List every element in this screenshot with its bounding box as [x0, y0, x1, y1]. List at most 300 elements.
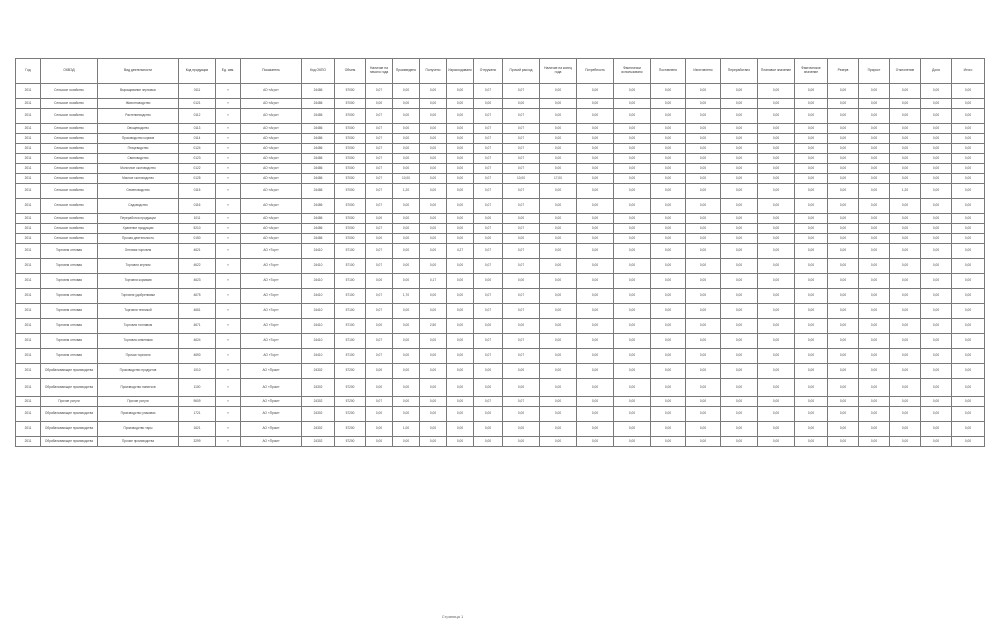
- table-cell: 57100: [335, 274, 366, 289]
- table-cell: 0,00: [795, 259, 828, 274]
- table-row: [16, 214, 985, 224]
- table-cell: 0,00: [859, 364, 890, 379]
- table-cell: 0,00: [577, 214, 614, 224]
- table-cell: 0,00: [795, 397, 828, 407]
- table-cell: 0,00: [651, 349, 686, 364]
- page-footer: Страница 1: [441, 614, 464, 619]
- table-cell: т: [216, 124, 241, 134]
- table-cell: 0,00: [614, 184, 651, 199]
- table-cell: Сельское хозяйство: [41, 124, 98, 134]
- table-cell: 0,00: [686, 407, 721, 422]
- table-cell: т: [216, 234, 241, 244]
- column-header: Потребность: [577, 59, 614, 84]
- table-cell: 0,00: [651, 379, 686, 397]
- table-cell: Торговля удобрениями: [98, 289, 179, 304]
- table-cell: 0,00: [651, 244, 686, 259]
- table-cell: 0,00: [540, 364, 577, 379]
- table-cell: 0,00: [651, 199, 686, 214]
- table-cell: 0,00: [474, 437, 503, 447]
- table-cell: 0,00: [795, 334, 828, 349]
- column-header: Фактическое значение: [795, 59, 828, 84]
- table-cell: 0,07: [474, 289, 503, 304]
- table-cell: т: [216, 407, 241, 422]
- table-cell: 2011: [16, 259, 41, 274]
- table-cell: 0,00: [859, 234, 890, 244]
- table-cell: 0,07: [474, 84, 503, 99]
- table-cell: 0,00: [758, 379, 795, 397]
- table-cell: 2011: [16, 224, 41, 234]
- table-cell: 0,00: [758, 437, 795, 447]
- table-cell: 0,07: [503, 84, 540, 99]
- table-cell: 0,00: [686, 99, 721, 109]
- table-cell: 0,07: [474, 164, 503, 174]
- table-cell: 0,07: [366, 199, 393, 214]
- table-cell: 0,00: [503, 319, 540, 334]
- table-cell: 0,00: [614, 349, 651, 364]
- table-cell: 0,00: [614, 84, 651, 99]
- table-cell: 0,00: [721, 437, 758, 447]
- table-cell: 0,00: [758, 244, 795, 259]
- table-cell: Сельское хозяйство: [41, 144, 98, 154]
- table-cell: 0,00: [721, 319, 758, 334]
- table-cell: 57200: [335, 364, 366, 379]
- table-cell: 2011: [16, 199, 41, 214]
- table-cell: 1,70: [393, 289, 420, 304]
- table-cell: 0,00: [828, 349, 859, 364]
- table-cell: 0,00: [540, 244, 577, 259]
- table-cell: 0,00: [420, 397, 447, 407]
- table-cell: т: [216, 349, 241, 364]
- table-cell: 0,00: [952, 174, 985, 184]
- table-cell: 24486: [302, 214, 335, 224]
- table-cell: 0,00: [614, 124, 651, 134]
- table-cell: 0,00: [651, 134, 686, 144]
- table-cell: 24410: [302, 319, 335, 334]
- table-cell: 0,07: [503, 164, 540, 174]
- table-cell: 0,00: [952, 364, 985, 379]
- table-cell: 0,00: [447, 259, 474, 274]
- table-cell: 0,00: [540, 397, 577, 407]
- table-cell: 0,00: [366, 407, 393, 422]
- table-cell: 0,00: [758, 422, 795, 437]
- table-cell: 0,00: [447, 289, 474, 304]
- table-cell: Торговля оптовая: [41, 259, 98, 274]
- table-cell: 0,00: [393, 144, 420, 154]
- table-cell: 0,00: [758, 144, 795, 154]
- table-cell: 2011: [16, 349, 41, 364]
- table-cell: 0,00: [952, 134, 985, 144]
- table-cell: Прочая торговля: [98, 349, 179, 364]
- table-cell: Торговля зерном: [98, 259, 179, 274]
- table-cell: 0,00: [474, 407, 503, 422]
- table-cell: 0,00: [686, 319, 721, 334]
- table-cell: 0,00: [393, 234, 420, 244]
- table-cell: 0,00: [614, 244, 651, 259]
- table-cell: 0,00: [921, 224, 952, 234]
- table-cell: 0,00: [859, 274, 890, 289]
- table-cell: 0,00: [614, 234, 651, 244]
- table-cell: 0,00: [393, 304, 420, 319]
- table-cell: 0,00: [795, 184, 828, 199]
- column-header: Код ОКПО: [302, 59, 335, 84]
- table-cell: 0,00: [828, 164, 859, 174]
- table-cell: 2011: [16, 397, 41, 407]
- table-cell: 0,00: [795, 407, 828, 422]
- table-cell: АО «Агро»: [241, 124, 302, 134]
- table-cell: Торговля оптовая: [41, 274, 98, 289]
- table-row: [16, 234, 985, 244]
- table-cell: 0,00: [828, 304, 859, 319]
- table-cell: АО «Агро»: [241, 84, 302, 99]
- table-cell: 4622: [179, 259, 216, 274]
- table-cell: 0,00: [420, 437, 447, 447]
- table-row: [16, 379, 985, 397]
- table-cell: 57000: [335, 99, 366, 109]
- table-cell: 0,00: [651, 397, 686, 407]
- table-cell: 0,00: [447, 234, 474, 244]
- table-cell: 0122: [179, 164, 216, 174]
- table-cell: 0,00: [921, 109, 952, 124]
- table-cell: 0,00: [828, 154, 859, 164]
- table-cell: 57100: [335, 319, 366, 334]
- table-cell: 0,00: [447, 99, 474, 109]
- table-cell: 2011: [16, 319, 41, 334]
- table-cell: АО «Торг»: [241, 334, 302, 349]
- table-cell: 0,00: [721, 289, 758, 304]
- table-cell: 0,00: [577, 364, 614, 379]
- table-cell: Производство упаковки: [98, 407, 179, 422]
- table-cell: 0,00: [952, 304, 985, 319]
- table-cell: 0,00: [758, 334, 795, 349]
- table-cell: Выращивание зерновых: [98, 84, 179, 99]
- table-cell: 0,00: [577, 84, 614, 99]
- table-cell: т: [216, 379, 241, 397]
- table-cell: 0,00: [758, 289, 795, 304]
- table-row: [16, 174, 985, 184]
- table-cell: 0,00: [721, 397, 758, 407]
- table-cell: 2011: [16, 422, 41, 437]
- table-cell: 0,00: [540, 304, 577, 319]
- table-cell: Производство кормов: [98, 134, 179, 144]
- table-cell: Обрабатывающие производства: [41, 379, 98, 397]
- table-cell: 0,00: [952, 289, 985, 304]
- table-cell: 0,00: [758, 364, 795, 379]
- table-cell: 0,00: [721, 84, 758, 99]
- table-cell: 0,00: [393, 134, 420, 144]
- table-cell: 0,00: [890, 144, 921, 154]
- table-cell: 0,00: [828, 144, 859, 154]
- table-cell: 0,00: [859, 124, 890, 134]
- table-cell: 0,00: [828, 379, 859, 397]
- table-cell: 0,00: [795, 244, 828, 259]
- table-cell: 57100: [335, 349, 366, 364]
- table-cell: АО «Пром»: [241, 407, 302, 422]
- table-cell: 57200: [335, 379, 366, 397]
- table-cell: 0,00: [721, 109, 758, 124]
- table-cell: 0,07: [474, 184, 503, 199]
- table-cell: 57000: [335, 224, 366, 234]
- table-cell: 0,00: [651, 124, 686, 134]
- table-cell: 0,00: [577, 134, 614, 144]
- table-cell: 0,00: [859, 84, 890, 99]
- table-row: [16, 274, 985, 289]
- table-cell: 0,00: [952, 154, 985, 164]
- table-cell: 0,07: [503, 259, 540, 274]
- table-cell: 2011: [16, 364, 41, 379]
- table-cell: 0,00: [651, 407, 686, 422]
- table-cell: 0,07: [366, 84, 393, 99]
- column-header: Поставлено: [651, 59, 686, 84]
- table-cell: 0,07: [366, 397, 393, 407]
- table-cell: 4623: [179, 274, 216, 289]
- table-cell: 0,00: [447, 199, 474, 214]
- column-header: Прочий расход: [503, 59, 540, 84]
- table-cell: 0,00: [420, 184, 447, 199]
- table-cell: 4624: [179, 334, 216, 349]
- table-cell: 5210: [179, 224, 216, 234]
- table-cell: 0,00: [540, 84, 577, 99]
- table-cell: 0,00: [890, 407, 921, 422]
- table-cell: 0,00: [420, 214, 447, 224]
- table-cell: 2011: [16, 174, 41, 184]
- table-cell: 0,00: [420, 259, 447, 274]
- column-header: ОКВЭД: [41, 59, 98, 84]
- table-cell: 24486: [302, 164, 335, 174]
- table-body: [16, 84, 985, 447]
- table-cell: АО «Агро»: [241, 224, 302, 234]
- table-cell: 0,00: [952, 234, 985, 244]
- table-cell: 0116: [179, 199, 216, 214]
- table-cell: 0,00: [890, 289, 921, 304]
- table-cell: 0,07: [366, 334, 393, 349]
- table-cell: 0,00: [828, 199, 859, 214]
- table-cell: АО «Торг»: [241, 244, 302, 259]
- table-cell: Птицеводство: [98, 144, 179, 154]
- column-header: Изготовлено: [686, 59, 721, 84]
- table-cell: Сельское хозяйство: [41, 154, 98, 164]
- table-cell: 1011: [179, 214, 216, 224]
- table-cell: 0,00: [795, 379, 828, 397]
- table-cell: 0,07: [366, 124, 393, 134]
- table-cell: 0,00: [795, 422, 828, 437]
- table-cell: 0,00: [577, 184, 614, 199]
- table-cell: 0,07: [474, 259, 503, 274]
- table-cell: 24410: [302, 259, 335, 274]
- table-cell: Семеноводство: [98, 184, 179, 199]
- table-cell: 0,00: [828, 99, 859, 109]
- table-cell: Торговля оптовая: [41, 334, 98, 349]
- table-cell: 0,07: [474, 199, 503, 214]
- table-cell: 0,00: [393, 109, 420, 124]
- table-cell: 0,00: [859, 397, 890, 407]
- table-cell: 0,00: [614, 164, 651, 174]
- table-cell: 0,00: [577, 422, 614, 437]
- table-cell: 0,00: [859, 289, 890, 304]
- table-cell: 0,07: [503, 184, 540, 199]
- table-cell: АО «Агро»: [241, 109, 302, 124]
- table-cell: 0,00: [828, 184, 859, 199]
- table-cell: 0,00: [420, 422, 447, 437]
- table-cell: 0,07: [503, 124, 540, 134]
- table-cell: 0,00: [721, 154, 758, 164]
- table-cell: 0,00: [758, 124, 795, 134]
- table-cell: 0,00: [420, 174, 447, 184]
- table-cell: Сельское хозяйство: [41, 134, 98, 144]
- table-cell: 0,00: [614, 109, 651, 124]
- table-cell: 0125: [179, 174, 216, 184]
- table-cell: 0,07: [503, 334, 540, 349]
- table-cell: АО «Агро»: [241, 144, 302, 154]
- table-cell: 0,00: [890, 134, 921, 144]
- table-cell: 57000: [335, 109, 366, 124]
- table-cell: 0,00: [474, 319, 503, 334]
- table-cell: 0,00: [890, 164, 921, 174]
- table-cell: 0,00: [795, 289, 828, 304]
- table-cell: 0,00: [447, 84, 474, 99]
- table-cell: 0,00: [577, 144, 614, 154]
- table-cell: Мясное скотоводство: [98, 174, 179, 184]
- table-cell: 0,00: [686, 437, 721, 447]
- column-header: Переработано: [721, 59, 758, 84]
- table-cell: 57000: [335, 84, 366, 99]
- table-cell: 0115: [179, 184, 216, 199]
- table-cell: 0,00: [952, 349, 985, 364]
- table-cell: 0,00: [393, 244, 420, 259]
- table-cell: 0,00: [890, 379, 921, 397]
- table-cell: 0,07: [474, 124, 503, 134]
- table-cell: 0,07: [474, 349, 503, 364]
- table-cell: 0,00: [447, 397, 474, 407]
- table-cell: 0,00: [828, 397, 859, 407]
- table-cell: 0,00: [828, 214, 859, 224]
- table-row: [16, 397, 985, 407]
- table-cell: 24410: [302, 244, 335, 259]
- table-cell: 0,00: [758, 99, 795, 109]
- table-cell: 0,00: [503, 437, 540, 447]
- table-cell: 0,00: [795, 174, 828, 184]
- table-cell: 0,00: [577, 334, 614, 349]
- table-cell: 0,00: [795, 319, 828, 334]
- table-cell: 0,00: [921, 319, 952, 334]
- table-cell: АО «Пром»: [241, 364, 302, 379]
- table-cell: 0,00: [540, 144, 577, 154]
- table-cell: 2011: [16, 214, 41, 224]
- table-cell: 0,00: [795, 199, 828, 214]
- table-cell: 0,00: [447, 109, 474, 124]
- table-cell: 0,00: [921, 437, 952, 447]
- table-cell: 0,00: [721, 174, 758, 184]
- table-cell: 0,00: [614, 364, 651, 379]
- table-cell: 0,00: [447, 437, 474, 447]
- table-cell: Сельское хозяйство: [41, 84, 98, 99]
- table-cell: 24302: [302, 437, 335, 447]
- table-cell: 0,00: [614, 407, 651, 422]
- table-cell: 0,00: [577, 99, 614, 109]
- table-cell: Сельское хозяйство: [41, 184, 98, 199]
- table-cell: 0112: [179, 109, 216, 124]
- table-cell: 0,00: [758, 407, 795, 422]
- table-cell: 0,00: [614, 274, 651, 289]
- table-cell: 0,00: [420, 99, 447, 109]
- table-cell: 0,00: [577, 164, 614, 174]
- table-cell: Сельское хозяйство: [41, 234, 98, 244]
- table-cell: 24486: [302, 234, 335, 244]
- table-cell: 0,07: [474, 144, 503, 154]
- table-cell: 0,00: [890, 154, 921, 164]
- table-cell: 0,00: [540, 274, 577, 289]
- table-cell: 0,00: [921, 379, 952, 397]
- table-cell: 0,00: [614, 199, 651, 214]
- table-cell: 0,00: [890, 174, 921, 184]
- table-cell: 0,00: [758, 154, 795, 164]
- table-cell: 0,00: [686, 244, 721, 259]
- table-row: [16, 109, 985, 124]
- table-cell: 0,00: [651, 334, 686, 349]
- table-cell: 0,00: [795, 144, 828, 154]
- table-cell: 0,00: [366, 364, 393, 379]
- table-cell: 0,00: [828, 364, 859, 379]
- table-cell: 0,07: [503, 349, 540, 364]
- table-cell: 0,00: [447, 319, 474, 334]
- column-header: Отгружено: [474, 59, 503, 84]
- table-cell: 0,00: [890, 224, 921, 234]
- column-header: Наличие на начало года: [366, 59, 393, 84]
- table-cell: 0,00: [859, 109, 890, 124]
- table-cell: 0,00: [795, 124, 828, 134]
- table-cell: 0,00: [952, 407, 985, 422]
- table-cell: Торговля семенами: [98, 334, 179, 349]
- table-cell: т: [216, 397, 241, 407]
- table-cell: 0,00: [721, 224, 758, 234]
- table-cell: 0,00: [859, 224, 890, 234]
- table-cell: 57000: [335, 154, 366, 164]
- table-cell: 2011: [16, 154, 41, 164]
- table-cell: 0,07: [366, 304, 393, 319]
- table-row: [16, 154, 985, 164]
- table-cell: 0,07: [503, 199, 540, 214]
- table-cell: 0,00: [447, 407, 474, 422]
- table-cell: 0,00: [890, 397, 921, 407]
- table-cell: 2011: [16, 164, 41, 174]
- table-cell: 0,00: [651, 84, 686, 99]
- table-cell: Прочие услуги: [41, 397, 98, 407]
- table-cell: 0,00: [795, 349, 828, 364]
- table-row: [16, 224, 985, 234]
- table-cell: 0,00: [474, 99, 503, 109]
- table-cell: 0,00: [366, 379, 393, 397]
- table-cell: 0,00: [758, 397, 795, 407]
- table-cell: 0,00: [577, 224, 614, 234]
- table-cell: 0,07: [503, 134, 540, 144]
- table-cell: 0,00: [890, 109, 921, 124]
- table-cell: Производство напитков: [98, 379, 179, 397]
- table-cell: 0,00: [721, 379, 758, 397]
- table-cell: 0,00: [828, 407, 859, 422]
- table-cell: 0,00: [686, 304, 721, 319]
- table-cell: 3299: [179, 437, 216, 447]
- table-cell: 0,00: [859, 259, 890, 274]
- table-cell: Обрабатывающие производства: [41, 422, 98, 437]
- table-cell: 1,00: [393, 422, 420, 437]
- table-cell: 24302: [302, 407, 335, 422]
- table-cell: 0,00: [890, 199, 921, 214]
- table-cell: 0,00: [952, 199, 985, 214]
- table-cell: 0,00: [420, 289, 447, 304]
- table-cell: 0,00: [393, 259, 420, 274]
- table-cell: 0,00: [474, 274, 503, 289]
- table-cell: Прочие производства: [98, 437, 179, 447]
- table-cell: 0,00: [859, 244, 890, 259]
